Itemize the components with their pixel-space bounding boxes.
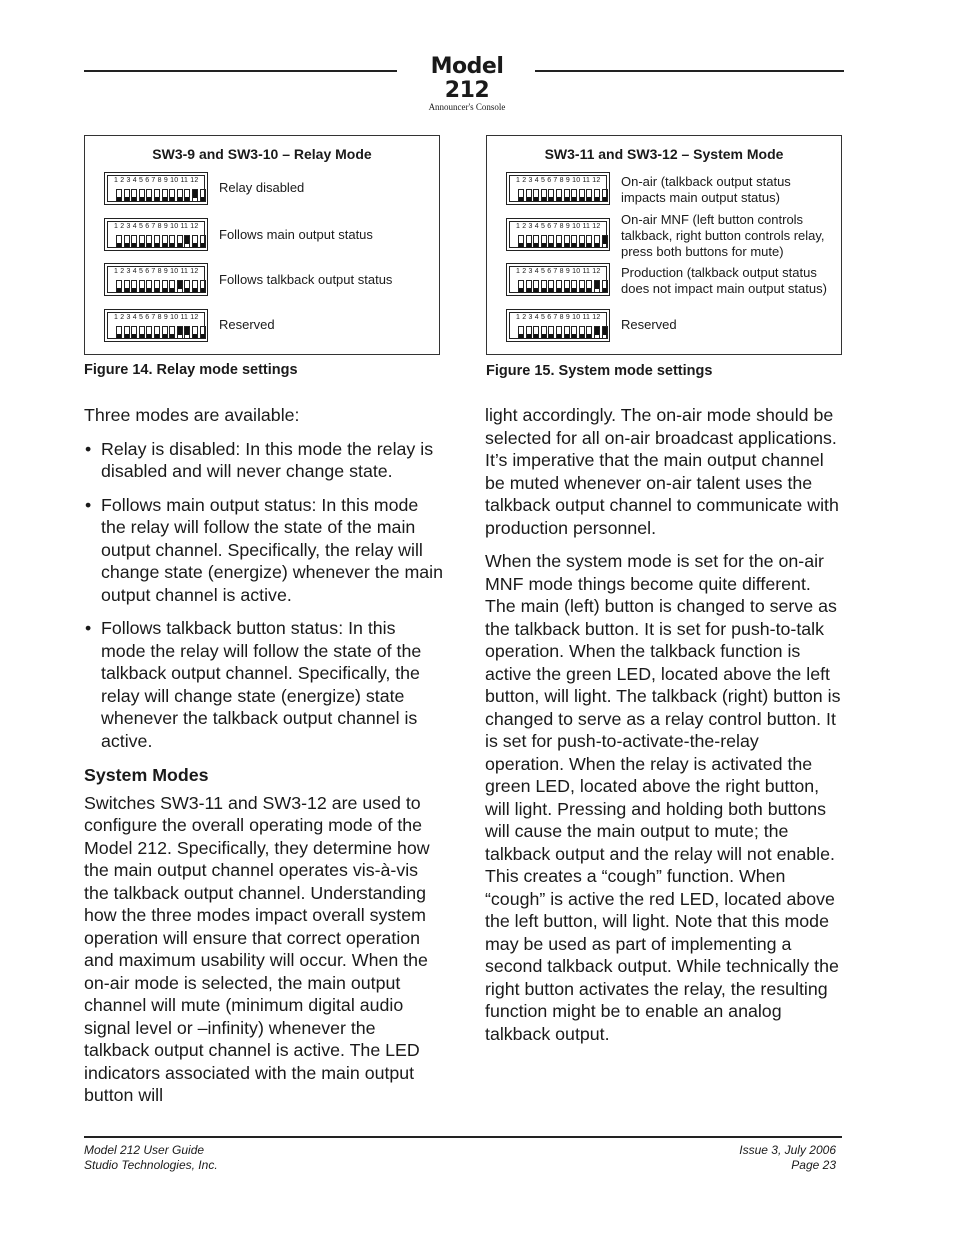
dip-switch-numbers: 1 2 3 4 5 6 7 8 9 10 11 12 (516, 223, 601, 230)
figure-14-box (84, 135, 440, 355)
dip-switch-on-air-mnf (506, 218, 610, 251)
dip-switch-position-2 (124, 235, 130, 248)
dip-switch-lever (125, 197, 129, 201)
relay-mode-label: Relay disabled (219, 180, 305, 195)
dip-switch-reserved (506, 309, 610, 342)
dip-switch-numbers: 1 2 3 4 5 6 7 8 9 10 11 12 (114, 177, 199, 184)
dip-switch-position-2 (526, 280, 532, 293)
dip-switch-lever (557, 334, 561, 338)
dip-switch-position-9 (177, 235, 183, 248)
dip-switch-lever (587, 288, 591, 292)
dip-switch-position-6 (556, 326, 562, 339)
dip-switch-position-4 (139, 280, 145, 293)
dip-switch-position-5 (146, 326, 152, 339)
dip-switch-lever (170, 334, 174, 338)
dip-switch-position-5 (548, 235, 554, 248)
dip-switch-position-9 (177, 189, 183, 202)
dip-switch-lever (147, 288, 151, 292)
dip-switch-lever (155, 243, 159, 247)
dip-switch-lever (534, 243, 538, 247)
dip-switch-lever (163, 288, 167, 292)
dip-switch-numbers: 1 2 3 4 5 6 7 8 9 10 11 12 (516, 314, 601, 321)
dip-switch-position-2 (526, 235, 532, 248)
dip-switch-position-9 (579, 280, 585, 293)
dip-switch-lever (185, 236, 189, 244)
dip-switch-body (509, 312, 607, 339)
dip-switch-position-2 (526, 189, 532, 202)
dip-switch-position-1 (518, 235, 524, 248)
dip-switch-lever (595, 197, 599, 201)
dip-switch-lever (170, 243, 174, 247)
bullet-follows-main: • Follows main output status: In this mode the relay will follow the state of the main output channel. Specifically, the relay will change state (energize) whenever the main output channel is active. (84, 494, 444, 607)
dip-switch-lever (155, 197, 159, 201)
dip-switch-position-10 (184, 326, 190, 339)
dip-switch-lever (132, 197, 136, 201)
dip-switch-lever (549, 243, 553, 247)
dip-switch-position-9 (579, 326, 585, 339)
dip-switch-body (107, 266, 205, 293)
dip-switch-lever (527, 197, 531, 201)
dip-switch-lever (527, 243, 531, 247)
dip-switch-position-5 (146, 189, 152, 202)
dip-switch-position-12 (200, 280, 206, 293)
dip-switch-position-11 (594, 280, 600, 293)
dip-switch-lever (193, 243, 197, 247)
dip-switch-lever (603, 197, 607, 201)
dip-switch-lever (542, 197, 546, 201)
dip-switch-position-6 (154, 189, 160, 202)
dip-switch-lever (140, 288, 144, 292)
dip-switch-lever (595, 327, 599, 335)
dip-switch-lever (117, 334, 121, 338)
dip-switch-lever (565, 334, 569, 338)
dip-switch-lever (185, 288, 189, 292)
dip-switch-lever (132, 243, 136, 247)
right-column (485, 404, 841, 1045)
dip-switch-position-11 (594, 326, 600, 339)
dip-switch-position-7 (564, 326, 570, 339)
dip-switch-position-8 (571, 189, 577, 202)
dip-switch-position-7 (162, 189, 168, 202)
dip-switch-position-7 (564, 280, 570, 293)
dip-switch-lever (549, 334, 553, 338)
bullet-relay-disabled: • Relay is disabled: In this mode the relay is disabled and will never change state. (84, 438, 444, 483)
dip-switch-position-3 (131, 280, 137, 293)
dip-switch-lever (534, 288, 538, 292)
dip-switch-position-1 (518, 189, 524, 202)
dip-switch-position-10 (586, 235, 592, 248)
dip-switch-position-4 (541, 326, 547, 339)
dip-switch-position-7 (162, 235, 168, 248)
dip-switch-lever (572, 288, 576, 292)
dip-switch-position-12 (200, 189, 206, 202)
dip-switch-lever (185, 327, 189, 335)
dip-switch-position-4 (139, 326, 145, 339)
header-rule-right (535, 70, 844, 72)
footer-page-number: Page 23 (791, 1158, 836, 1172)
relay-mode-label: Follows talkback output status (219, 272, 393, 287)
dip-switch-position-7 (162, 280, 168, 293)
footer-doc-title: Model 212 User Guide (84, 1143, 205, 1157)
dip-switch-position-3 (131, 326, 137, 339)
dip-switch-lever (519, 334, 523, 338)
dip-switch-lever (534, 197, 538, 201)
dip-switch-lever (549, 288, 553, 292)
dip-switch-position-11 (192, 235, 198, 248)
dip-switch-lever (580, 288, 584, 292)
dip-switch-numbers: 1 2 3 4 5 6 7 8 9 10 11 12 (114, 314, 199, 321)
dip-switch-position-2 (526, 326, 532, 339)
dip-switch-position-6 (556, 189, 562, 202)
dip-switch-position-5 (548, 189, 554, 202)
dip-switch-lever (201, 334, 205, 338)
figure-14-caption: Figure 14. Relay mode settings (84, 362, 298, 378)
dip-switch-body (107, 312, 205, 339)
dip-switch-follows-main (104, 218, 208, 251)
footer-issue: Issue 3, July 2006 (739, 1143, 836, 1157)
dip-switch-lever (519, 197, 523, 201)
dip-switch-position-4 (139, 235, 145, 248)
relay-mode-label: Follows main output status (219, 227, 373, 242)
dip-switch-body (509, 175, 607, 202)
dip-switch-lever (140, 243, 144, 247)
dip-switch-lever (125, 243, 129, 247)
dip-switch-lever (557, 243, 561, 247)
header-rule-left (84, 70, 397, 72)
dip-switch-position-12 (602, 189, 608, 202)
dip-switch-position-12 (602, 326, 608, 339)
dip-switch-lever (534, 334, 538, 338)
footer-right (739, 1143, 836, 1173)
dip-switch-position-12 (602, 235, 608, 248)
dip-switch-lever (572, 334, 576, 338)
dip-switch-follows-talkback (104, 263, 208, 296)
dip-switch-position-12 (602, 280, 608, 293)
dip-switch-position-2 (124, 326, 130, 339)
dip-switch-lever (201, 197, 205, 201)
dip-switch-position-1 (116, 280, 122, 293)
dip-switch-lever (542, 243, 546, 247)
dip-switch-position-6 (556, 235, 562, 248)
dip-switch-position-10 (184, 280, 190, 293)
dip-switch-lever (163, 243, 167, 247)
dip-switch-lever (163, 334, 167, 338)
dip-switch-lever (527, 334, 531, 338)
dip-switch-lever (587, 197, 591, 201)
dip-switch-position-11 (192, 326, 198, 339)
dip-switch-lever (201, 243, 205, 247)
dip-switch-position-9 (579, 189, 585, 202)
dip-switch-position-8 (169, 189, 175, 202)
dip-switch-lever (178, 243, 182, 247)
dip-switch-lever (140, 197, 144, 201)
dip-switch-reserved (104, 309, 208, 342)
dip-switch-lever (155, 334, 159, 338)
dip-switch-lever (565, 197, 569, 201)
dip-switch-lever (201, 288, 205, 292)
dip-switch-lever (595, 281, 599, 289)
dip-switch-lever (557, 288, 561, 292)
dip-switch-position-5 (146, 280, 152, 293)
dip-switch-lever (542, 334, 546, 338)
dip-switch-position-10 (586, 280, 592, 293)
dip-switch-position-4 (139, 189, 145, 202)
dip-switch-lever (580, 243, 584, 247)
dip-switch-position-3 (131, 189, 137, 202)
dip-switch-lever (163, 197, 167, 201)
dip-switch-lever (140, 334, 144, 338)
dip-switch-position-11 (192, 189, 198, 202)
dip-switch-on-air (506, 172, 610, 205)
dip-switch-position-10 (586, 326, 592, 339)
dip-switch-lever (572, 197, 576, 201)
dip-switch-lever (117, 197, 121, 201)
dip-switch-position-11 (594, 189, 600, 202)
figure-15-title: SW3-11 and SW3-12 – System Mode (544, 146, 784, 162)
footer-company: Studio Technologies, Inc. (84, 1158, 218, 1172)
dip-switch-position-4 (541, 235, 547, 248)
dip-switch-lever (527, 288, 531, 292)
dip-switch-lever (595, 243, 599, 247)
dip-switch-position-8 (571, 280, 577, 293)
dip-switch-position-3 (533, 326, 539, 339)
dip-switch-lever (170, 197, 174, 201)
dip-switch-position-7 (564, 235, 570, 248)
dip-switch-position-5 (548, 280, 554, 293)
dip-switch-position-8 (169, 235, 175, 248)
relay-mode-label: Reserved (219, 317, 275, 332)
dip-switch-lever (147, 334, 151, 338)
left-column (84, 404, 444, 1107)
logo-subtitle: Announcer's Console (428, 102, 506, 112)
dip-switch-lever (132, 288, 136, 292)
modes-intro: Three modes are available: (84, 405, 300, 425)
dip-switch-lever (557, 197, 561, 201)
dip-switch-position-9 (177, 326, 183, 339)
dip-switch-position-1 (116, 189, 122, 202)
right-paragraph-1: light accordingly. The on-air mode should be selected for all on-air broadcast applications. It’s imperative that the main output channel be muted whenever on-air talent uses the talkback output channel to communicate with production personnel. (485, 405, 839, 538)
figure-14-title: SW3-9 and SW3-10 – Relay Mode (152, 146, 372, 162)
dip-switch-position-12 (200, 326, 206, 339)
right-paragraph-2: When the system mode is set for the on-air MNF mode things become quite different. The main (left) button is changed to serve as the talkback button. It is set for push-to-talk operation. When the talkback function is active the green LED, located above the left button, will light. The talkback (right) button is changed to serve as a relay control button. It is set for push-to-activate-the-relay operation. When the relay is activated the green LED, located above the right button, will light. Pressing and holding both buttons will cause the main output to mute; the talkback output and the relay will not enable. This creates a “cough” function. When “cough” is active the red LED, located above the left button, will light. Note that this mode may be used as part of implementing a second talkback output. While technically the right button activates the relay, the resulting function might be to enable an analog talkback output. (485, 551, 841, 1044)
dip-switch-numbers: 1 2 3 4 5 6 7 8 9 10 11 12 (516, 177, 601, 184)
dip-switch-lever (519, 288, 523, 292)
dip-switch-position-8 (169, 280, 175, 293)
dip-switch-lever (132, 334, 136, 338)
figure-15-caption: Figure 15. System mode settings (486, 363, 713, 379)
dip-switch-position-2 (124, 189, 130, 202)
dip-switch-position-9 (579, 235, 585, 248)
dip-switch-position-8 (571, 235, 577, 248)
dip-switch-lever (125, 334, 129, 338)
dip-switch-position-5 (548, 326, 554, 339)
dip-switch-lever (587, 334, 591, 338)
dip-switch-lever (519, 243, 523, 247)
dip-switch-lever (542, 288, 546, 292)
dip-switch-lever (193, 334, 197, 338)
dip-switch-position-12 (200, 235, 206, 248)
dip-switch-position-4 (541, 189, 547, 202)
dip-switch-body (509, 266, 607, 293)
system-mode-label: Production (talkback output status does not impact main output status) (621, 265, 827, 296)
dip-switch-position-7 (162, 326, 168, 339)
dip-switch-position-6 (154, 280, 160, 293)
dip-switch-lever (565, 288, 569, 292)
dip-switch-position-6 (154, 235, 160, 248)
dip-switch-body (509, 221, 607, 248)
model-logo (407, 55, 527, 112)
dip-switch-position-9 (177, 280, 183, 293)
dip-switch-position-11 (192, 280, 198, 293)
section-heading: System Modes (84, 765, 209, 785)
dip-switch-lever (580, 334, 584, 338)
dip-switch-position-11 (594, 235, 600, 248)
dip-switch-lever (572, 243, 576, 247)
dip-switch-lever (565, 243, 569, 247)
dip-switch-position-1 (518, 326, 524, 339)
dip-switch-position-6 (154, 326, 160, 339)
dip-switch-position-1 (116, 326, 122, 339)
dip-switch-position-10 (184, 189, 190, 202)
dip-switch-lever (117, 243, 121, 247)
dip-switch-position-8 (169, 326, 175, 339)
dip-switch-lever (603, 236, 607, 244)
dip-switch-position-1 (518, 280, 524, 293)
dip-switch-position-3 (533, 189, 539, 202)
dip-switch-lever (155, 288, 159, 292)
dip-switch-position-10 (586, 189, 592, 202)
dip-switch-lever (193, 190, 197, 198)
dip-switch-position-1 (116, 235, 122, 248)
footer-rule (84, 1136, 842, 1138)
dip-switch-relay-disabled (104, 172, 208, 205)
dip-switch-position-3 (131, 235, 137, 248)
dip-switch-position-5 (146, 235, 152, 248)
dip-switch-lever (147, 243, 151, 247)
dip-switch-position-3 (533, 235, 539, 248)
dip-switch-lever (147, 197, 151, 201)
dip-switch-position-10 (184, 235, 190, 248)
dip-switch-position-3 (533, 280, 539, 293)
dip-switch-lever (587, 243, 591, 247)
dip-switch-position-7 (564, 189, 570, 202)
dip-switch-numbers: 1 2 3 4 5 6 7 8 9 10 11 12 (516, 268, 601, 275)
dip-switch-production (506, 263, 610, 296)
dip-switch-lever (603, 288, 607, 292)
figure-15-box (486, 135, 842, 355)
bullet-follows-talkback: • Follows talkback button status: In this mode the relay will follow the state of the talkback output channel. Specifically, the relay will change state (energize) state whenever the talkback output channel is active. (84, 617, 444, 752)
dip-switch-lever (125, 288, 129, 292)
dip-switch-numbers: 1 2 3 4 5 6 7 8 9 10 11 12 (114, 223, 199, 230)
dip-switch-lever (580, 197, 584, 201)
dip-switch-position-6 (556, 280, 562, 293)
dip-switch-numbers: 1 2 3 4 5 6 7 8 9 10 11 12 (114, 268, 199, 275)
dip-switch-lever (170, 288, 174, 292)
dip-switch-body (107, 221, 205, 248)
dip-switch-lever (193, 288, 197, 292)
dip-switch-body (107, 175, 205, 202)
dip-switch-lever (185, 197, 189, 201)
dip-switch-lever (178, 281, 182, 289)
dip-switch-lever (178, 197, 182, 201)
dip-switch-position-2 (124, 280, 130, 293)
system-modes-paragraph: Switches SW3-11 and SW3-12 are used to configure the overall operating mode of the Model 212. Specifically, they determine how the main output channel operates vis-à-vis the talkback output channel. Understanding how the three modes impact overall system operation will ensure that correct operation and maximum usability will occur. When the on-air mode is selected, the main output channel will mute (minimum digital audio signal level or –infinity) whenever the talkback output channel is active. The LED indicators associated with the main output button will (84, 792, 430, 1105)
system-mode-label: On-air (talkback output status impacts main output status) (621, 174, 791, 205)
dip-switch-position-4 (541, 280, 547, 293)
footer-left (84, 1143, 218, 1173)
system-mode-label: Reserved (621, 317, 677, 332)
logo-title: Model 212 (430, 54, 504, 103)
dip-switch-lever (117, 288, 121, 292)
dip-switch-lever (549, 197, 553, 201)
system-mode-label: On-air MNF (left button controls talkback, right button controls relay, press both buttons for mute) (621, 212, 825, 259)
dip-switch-position-8 (571, 326, 577, 339)
dip-switch-lever (178, 327, 182, 335)
dip-switch-lever (603, 327, 607, 335)
